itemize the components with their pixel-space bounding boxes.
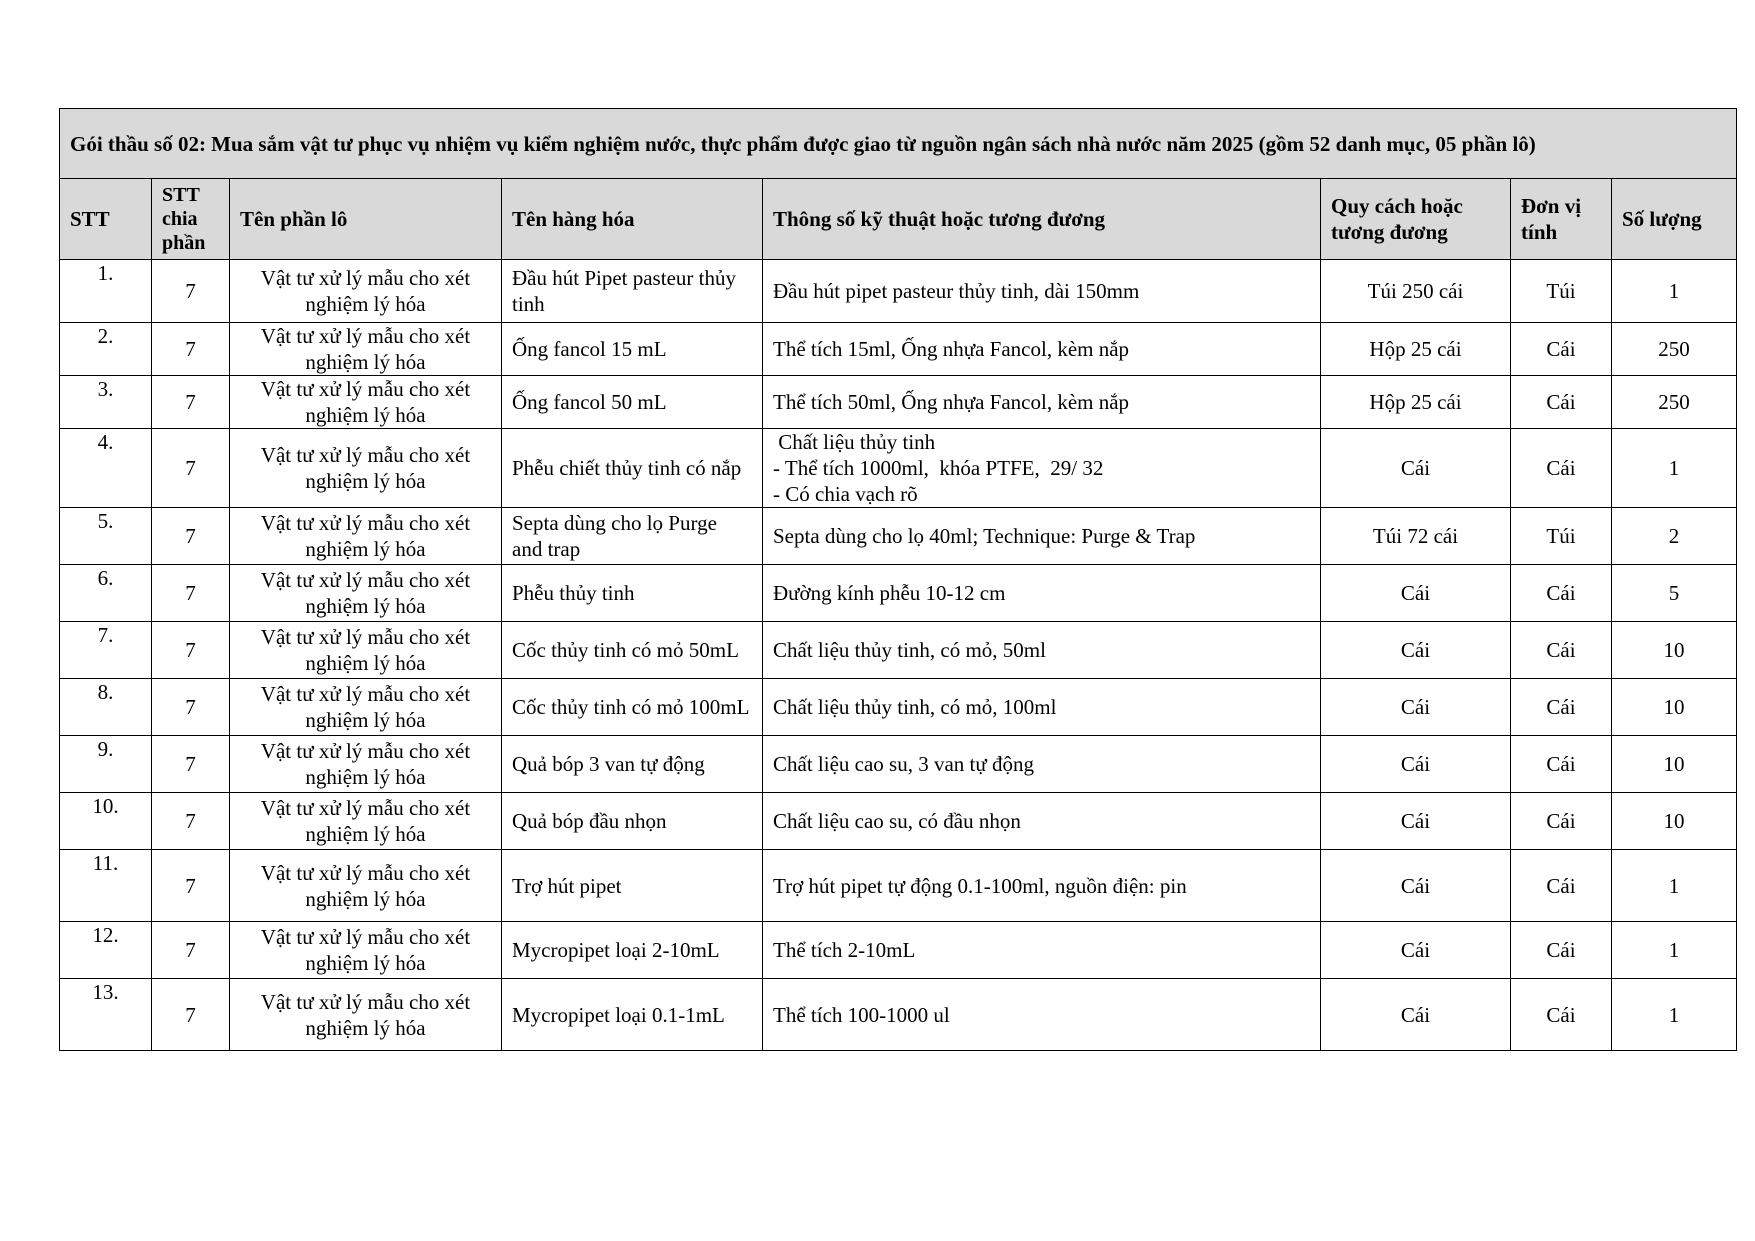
cell-thong-so: Đường kính phễu 10-12 cm [763, 565, 1321, 622]
cell-so-luong: 10 [1612, 793, 1737, 850]
cell-so-luong: 250 [1612, 323, 1737, 376]
cell-quy-cach: Túi 72 cái [1321, 508, 1511, 565]
cell-ten-hang-hoa: Ống fancol 15 mL [502, 323, 763, 376]
cell-ten-phan-lo: Vật tư xử lý mẫu cho xét nghiệm lý hóa [230, 979, 502, 1051]
cell-so-luong: 1 [1612, 979, 1737, 1051]
cell-quy-cach: Hộp 25 cái [1321, 323, 1511, 376]
cell-so-luong: 5 [1612, 565, 1737, 622]
table-title: Gói thầu số 02: Mua sắm vật tư phục vụ nhiệm vụ kiểm nghiệm nước, thực phẩm được giao từ nguồn ngân sách nhà nước năm 2025 (gồm 52 danh mục, 05 phần lô) [60, 109, 1737, 179]
header-row [60, 179, 1737, 260]
table-row [60, 508, 1737, 565]
cell-quy-cach: Cái [1321, 922, 1511, 979]
table-row [60, 850, 1737, 922]
cell-thong-so: Thể tích 2-10mL [763, 922, 1321, 979]
cell-stt-chia-phan: 7 [152, 508, 230, 565]
cell-ten-phan-lo: Vật tư xử lý mẫu cho xét nghiệm lý hóa [230, 736, 502, 793]
cell-so-luong: 1 [1612, 260, 1737, 323]
cell-stt-chia-phan: 7 [152, 850, 230, 922]
table-row [60, 376, 1737, 429]
cell-ten-hang-hoa: Phễu chiết thủy tinh có nắp [502, 429, 763, 508]
cell-thong-so: Chất liệu cao su, 3 van tự động [763, 736, 1321, 793]
table-body [60, 260, 1737, 1051]
cell-ten-phan-lo: Vật tư xử lý mẫu cho xét nghiệm lý hóa [230, 922, 502, 979]
cell-stt-chia-phan: 7 [152, 922, 230, 979]
cell-ten-hang-hoa: Quả bóp đầu nhọn [502, 793, 763, 850]
cell-ten-hang-hoa: Mycropipet loại 2-10mL [502, 922, 763, 979]
cell-quy-cach: Cái [1321, 622, 1511, 679]
cell-stt-chia-phan: 7 [152, 429, 230, 508]
cell-thong-so [763, 429, 1321, 508]
cell-ten-phan-lo: Vật tư xử lý mẫu cho xét nghiệm lý hóa [230, 429, 502, 508]
cell-don-vi: Cái [1511, 736, 1612, 793]
cell-don-vi: Cái [1511, 793, 1612, 850]
cell-stt-chia-phan: 7 [152, 376, 230, 429]
cell-thong-so: Thể tích 15ml, Ống nhựa Fancol, kèm nắp [763, 323, 1321, 376]
table-row [60, 260, 1737, 323]
cell-so-luong: 10 [1612, 736, 1737, 793]
cell-ten-phan-lo: Vật tư xử lý mẫu cho xét nghiệm lý hóa [230, 376, 502, 429]
cell-ten-hang-hoa: Cốc thủy tinh có mỏ 100mL [502, 679, 763, 736]
spec-line: Chất liệu thủy tinh [773, 430, 936, 454]
cell-ten-phan-lo: Vật tư xử lý mẫu cho xét nghiệm lý hóa [230, 565, 502, 622]
cell-stt: 8. [60, 679, 152, 736]
header-ten-hang-hoa: Tên hàng hóa [502, 179, 763, 260]
cell-thong-so: Thể tích 50ml, Ống nhựa Fancol, kèm nắp [763, 376, 1321, 429]
cell-stt: 5. [60, 508, 152, 565]
header-quy-cach: Quy cách hoặc tương đương [1321, 179, 1511, 260]
cell-stt-chia-phan: 7 [152, 679, 230, 736]
cell-ten-hang-hoa: Mycropipet loại 0.1-1mL [502, 979, 763, 1051]
cell-stt: 11. [60, 850, 152, 922]
cell-thong-so: Septa dùng cho lọ 40ml; Technique: Purge & Trap [763, 508, 1321, 565]
cell-stt-chia-phan: 7 [152, 260, 230, 323]
cell-don-vi: Túi [1511, 260, 1612, 323]
cell-so-luong: 10 [1612, 679, 1737, 736]
cell-ten-hang-hoa: Trợ hút pipet [502, 850, 763, 922]
cell-quy-cach: Túi 250 cái [1321, 260, 1511, 323]
table-row [60, 736, 1737, 793]
cell-quy-cach: Hộp 25 cái [1321, 376, 1511, 429]
cell-quy-cach: Cái [1321, 979, 1511, 1051]
cell-stt: 6. [60, 565, 152, 622]
cell-thong-so: Thể tích 100-1000 ul [763, 979, 1321, 1051]
cell-stt: 13. [60, 979, 152, 1051]
cell-so-luong: 1 [1612, 922, 1737, 979]
header-stt-chia-phan: STT chia phần [152, 179, 230, 260]
cell-stt: 3. [60, 376, 152, 429]
cell-thong-so: Đầu hút pipet pasteur thủy tinh, dài 150mm [763, 260, 1321, 323]
cell-ten-phan-lo: Vật tư xử lý mẫu cho xét nghiệm lý hóa [230, 323, 502, 376]
cell-stt: 1. [60, 260, 152, 323]
table-row [60, 922, 1737, 979]
cell-don-vi: Cái [1511, 679, 1612, 736]
cell-ten-phan-lo: Vật tư xử lý mẫu cho xét nghiệm lý hóa [230, 260, 502, 323]
cell-don-vi: Cái [1511, 429, 1612, 508]
cell-thong-so: Chất liệu thủy tinh, có mỏ, 50ml [763, 622, 1321, 679]
cell-don-vi: Cái [1511, 850, 1612, 922]
cell-stt: 7. [60, 622, 152, 679]
cell-ten-hang-hoa: Septa dùng cho lọ Purge and trap [502, 508, 763, 565]
cell-quy-cach: Cái [1321, 736, 1511, 793]
table-row [60, 429, 1737, 508]
cell-don-vi: Cái [1511, 323, 1612, 376]
table-row [60, 565, 1737, 622]
cell-so-luong: 10 [1612, 622, 1737, 679]
cell-stt: 10. [60, 793, 152, 850]
cell-ten-hang-hoa: Cốc thủy tinh có mỏ 50mL [502, 622, 763, 679]
cell-ten-hang-hoa: Ống fancol 50 mL [502, 376, 763, 429]
table-row [60, 979, 1737, 1051]
cell-ten-phan-lo: Vật tư xử lý mẫu cho xét nghiệm lý hóa [230, 793, 502, 850]
cell-thong-so: Trợ hút pipet tự động 0.1-100ml, nguồn điện: pin [763, 850, 1321, 922]
spec-line: - Thể tích 1000ml, khóa PTFE, 29/ 32 [773, 456, 1104, 480]
cell-ten-phan-lo: Vật tư xử lý mẫu cho xét nghiệm lý hóa [230, 850, 502, 922]
cell-quy-cach: Cái [1321, 793, 1511, 850]
cell-stt: 4. [60, 429, 152, 508]
procurement-table [59, 108, 1737, 1051]
header-stt: STT [60, 179, 152, 260]
table-row [60, 622, 1737, 679]
cell-quy-cach: Cái [1321, 565, 1511, 622]
cell-stt-chia-phan: 7 [152, 565, 230, 622]
cell-so-luong: 1 [1612, 429, 1737, 508]
cell-stt: 12. [60, 922, 152, 979]
cell-don-vi: Túi [1511, 508, 1612, 565]
cell-ten-hang-hoa: Đầu hút Pipet pasteur thủy tinh [502, 260, 763, 323]
cell-quy-cach: Cái [1321, 679, 1511, 736]
cell-thong-so: Chất liệu thủy tinh, có mỏ, 100ml [763, 679, 1321, 736]
cell-so-luong: 2 [1612, 508, 1737, 565]
table-row [60, 679, 1737, 736]
cell-quy-cach: Cái [1321, 429, 1511, 508]
cell-stt-chia-phan: 7 [152, 793, 230, 850]
header-ten-phan-lo: Tên phần lô [230, 179, 502, 260]
header-thong-so: Thông số kỹ thuật hoặc tương đương [763, 179, 1321, 260]
cell-ten-hang-hoa: Quả bóp 3 van tự động [502, 736, 763, 793]
cell-stt-chia-phan: 7 [152, 736, 230, 793]
cell-stt-chia-phan: 7 [152, 979, 230, 1051]
cell-don-vi: Cái [1511, 565, 1612, 622]
cell-stt: 2. [60, 323, 152, 376]
cell-don-vi: Cái [1511, 979, 1612, 1051]
cell-don-vi: Cái [1511, 376, 1612, 429]
table-row [60, 793, 1737, 850]
cell-don-vi: Cái [1511, 922, 1612, 979]
cell-stt-chia-phan: 7 [152, 622, 230, 679]
cell-thong-so: Chất liệu cao su, có đầu nhọn [763, 793, 1321, 850]
cell-ten-phan-lo: Vật tư xử lý mẫu cho xét nghiệm lý hóa [230, 622, 502, 679]
cell-don-vi: Cái [1511, 622, 1612, 679]
table-row [60, 323, 1737, 376]
cell-ten-hang-hoa: Phễu thủy tinh [502, 565, 763, 622]
cell-so-luong: 1 [1612, 850, 1737, 922]
header-so-luong: Số lượng [1612, 179, 1737, 260]
cell-stt: 9. [60, 736, 152, 793]
cell-so-luong: 250 [1612, 376, 1737, 429]
spec-line: - Có chia vạch rõ [773, 482, 918, 506]
cell-ten-phan-lo: Vật tư xử lý mẫu cho xét nghiệm lý hóa [230, 679, 502, 736]
cell-ten-phan-lo: Vật tư xử lý mẫu cho xét nghiệm lý hóa [230, 508, 502, 565]
cell-stt-chia-phan: 7 [152, 323, 230, 376]
cell-quy-cach: Cái [1321, 850, 1511, 922]
header-don-vi: Đơn vị tính [1511, 179, 1612, 260]
procurement-table-sheet [59, 108, 1737, 1051]
